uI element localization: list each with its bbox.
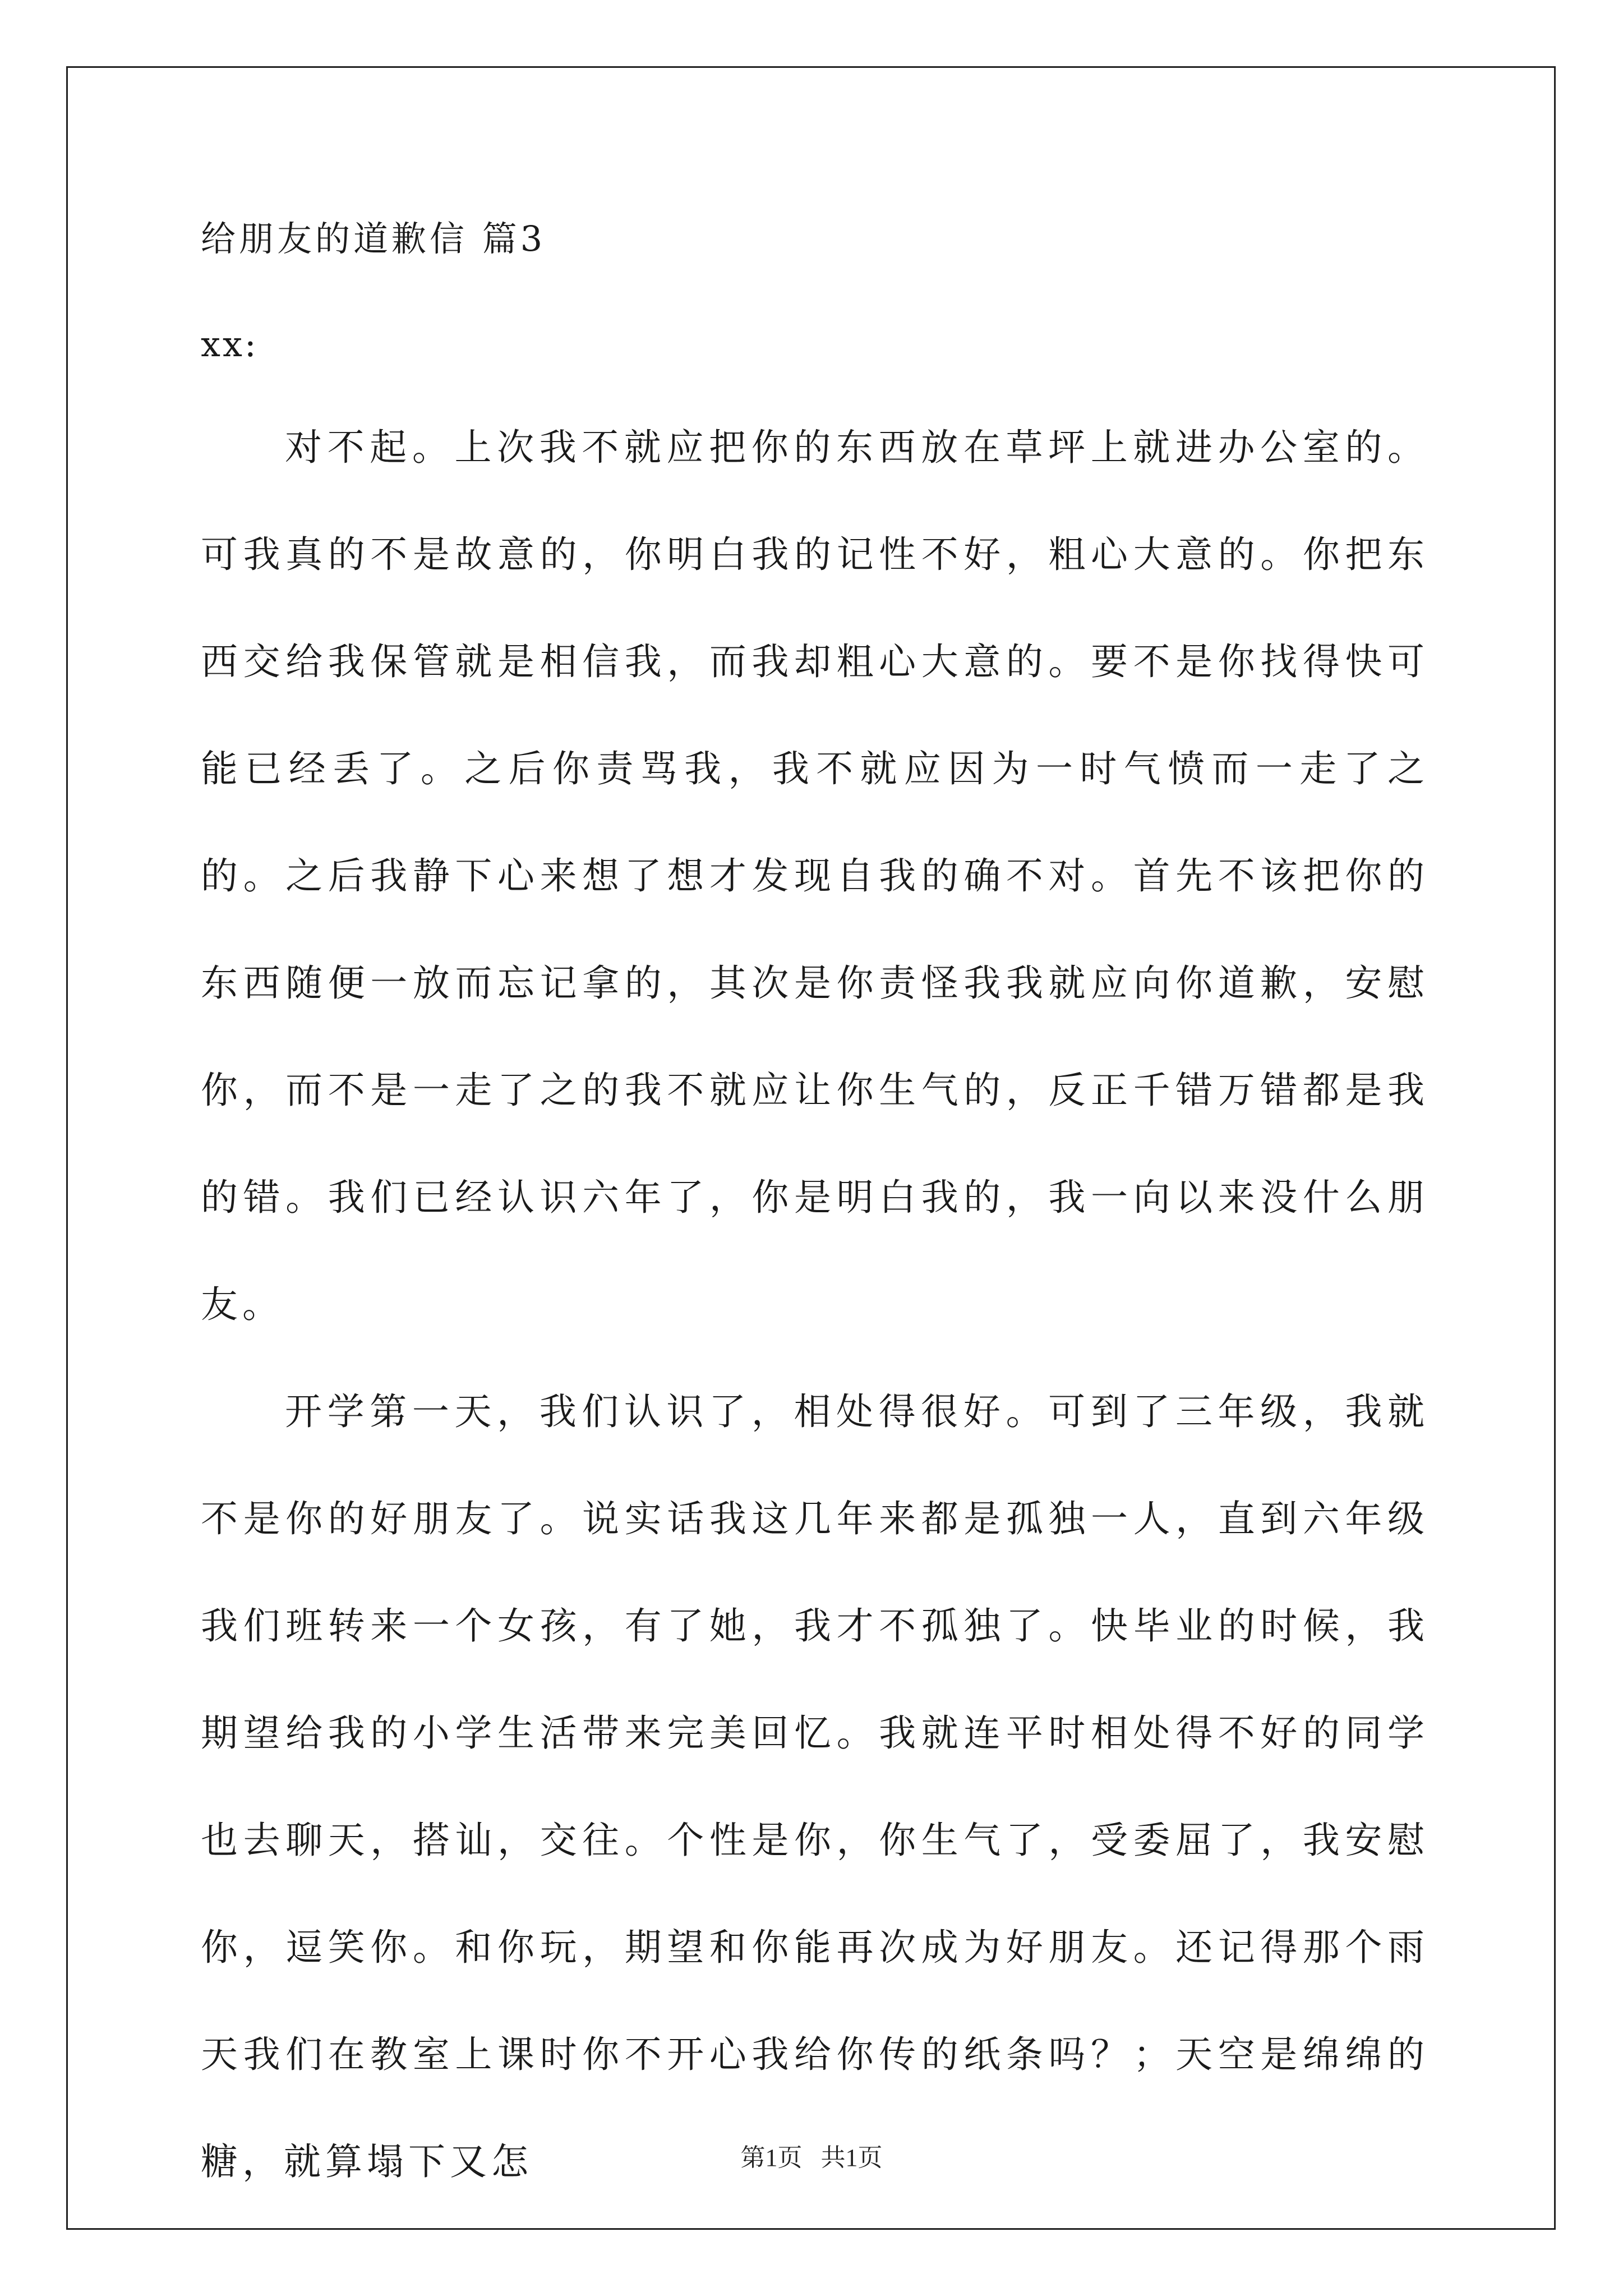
document-title: 给朋友的道歉信 篇3 xyxy=(201,218,546,259)
document-body xyxy=(201,219,1429,2215)
page-footer: 第1页 共1页 xyxy=(740,2144,883,2171)
paragraph-1: 对不起。上次我不就应把你的东西放在草坪上就进办公室的。可我真的不是故意的，你明白我的记性不好，粗心大意的。你把东西交给我保管就是相信我，而我却粗心大意的。要不是你找得快可能已经丢了。之后你责骂我，我不就应因为一时气愤而一走了之的。之后我静下心来想了想才发现自我的确不对。首先不该把你的东西随便一放而忘记拿的，其次是你责怪我我就应向你道歉，安慰你，而不是一走了之的我不就应让你生气的，反正千错万错都是我的错。我们已经认识六年了，你是明白我的，我一向以来没什么朋友。 xyxy=(201,426,1429,1326)
salutation: xx: xyxy=(201,324,259,365)
paragraph-2: 开学第一天，我们认识了，相处得很好。可到了三年级，我就不是你的好朋友了。说实话我这几年来都是孤独一人，直到六年级我们班转来一个女孩，有了她，我才不孤独了。快毕业的时候，我期望给我的小学生活带来完美回忆。我就连平时相处得不好的同学也去聊天，搭讪，交往。个性是你，你生气了，受委屈了，我安慰你，逗笑你。和你玩，期望和你能再次成为好朋友。还记得那个雨天我们在教室上课时你不开心我给你传的纸条吗？；天空是绵绵的糖，就算塌下又怎 xyxy=(201,1390,1429,2183)
